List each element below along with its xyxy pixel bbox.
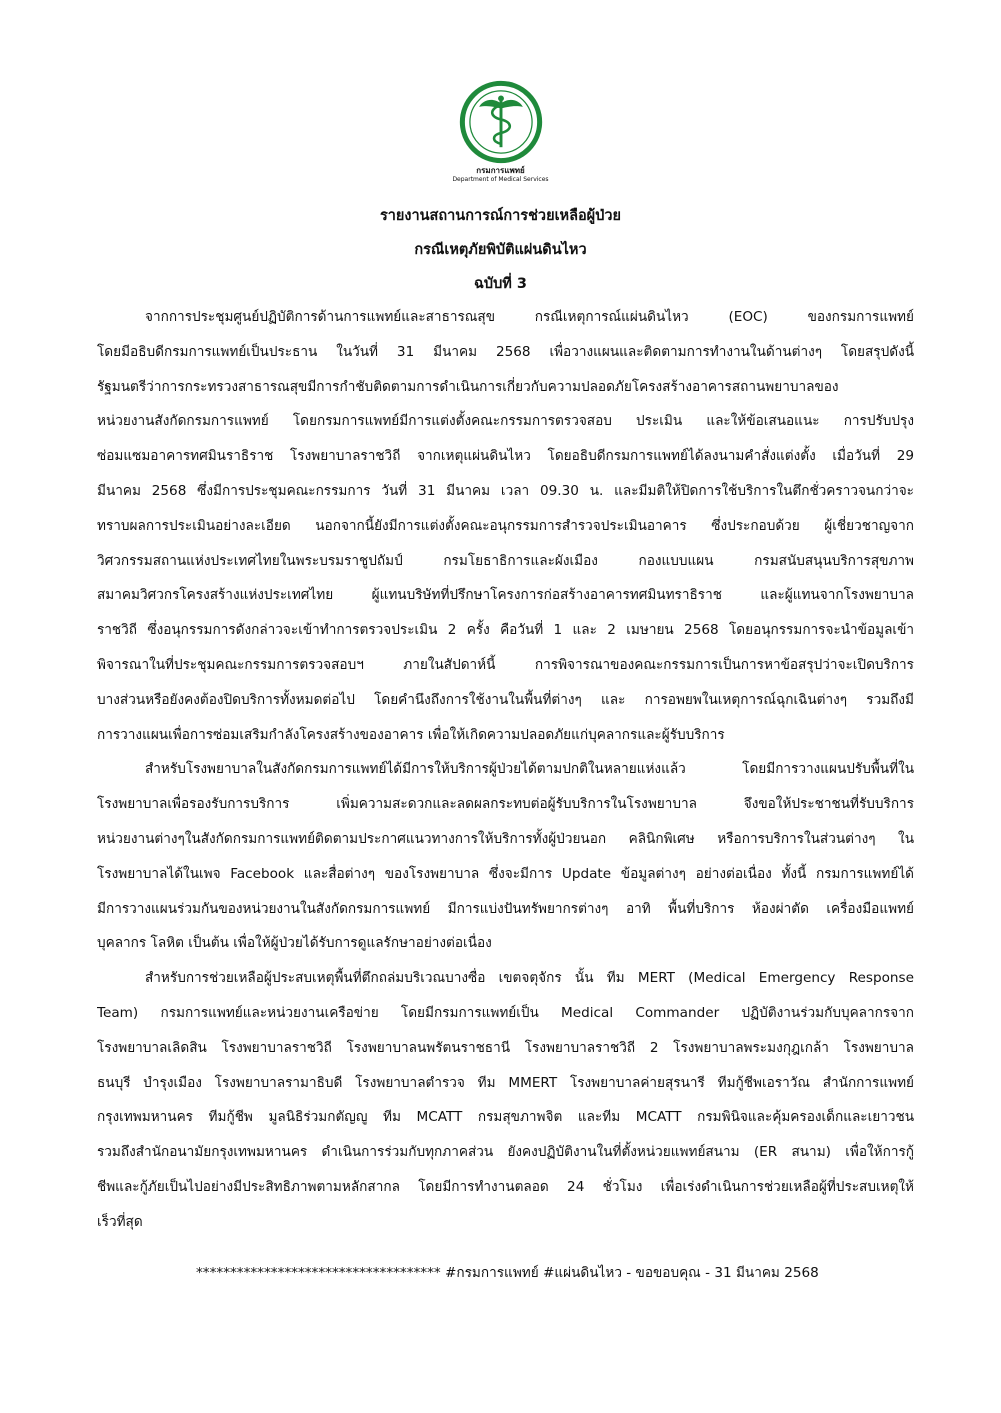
paragraph-line: การวางแผนเพื่อการซ่อมเสริมกำลังโครงสร้างของอาคาร เพื่อให้เกิดความปลอดภัยแก่บุคลากรและผู้รับบริการ bbox=[97, 726, 725, 743]
title-line-1: รายงานสถานการณ์การช่วยเหลือผู้ป่วย bbox=[379, 208, 622, 224]
paragraph-line: Team) กรมการแพทย์และหน่วยงานเครือข่าย โดยมีกรมการแพทย์เป็น Medical Commander ปฏิบัติงานร่วมกับบุคลากรจาก bbox=[97, 1004, 914, 1021]
department-logo bbox=[0, 80, 1001, 184]
paragraph-line: โรงพยาบาลเพื่อรองรับการบริการ เพิ่มความสะดวกและลดผลกระทบต่อผู้รับบริการในโรงพยาบาล จึงขอให้ประชาชนที่รับบริการ bbox=[97, 796, 914, 813]
paragraph-line: สมาคมวิศวกรโครงสร้างแห่งประเทศไทย ผู้แทนบริษัทที่ปรึกษาโครงการก่อสร้างอาคารทศมินทราธิราช และผู้แทนจากโรงพยาบาล bbox=[97, 587, 914, 604]
paragraph-line: ธนบุรี บำรุงเมือง โรงพยาบาลรามาธิบดี โรงพยาบาลตำรวจ ทีม MMERT โรงพยาบาลค่ายสุรนารี ทีมกู้ชีพเอราวัณ สำนักการแพทย์ bbox=[97, 1074, 914, 1091]
paragraph-line: สำหรับการช่วยเหลือผู้ประสบเหตุพื้นที่ตึกถล่มบริเวณบางซื่อ เขตจตุจักร นั้น ทีม MERT (Medical Emergency Response bbox=[145, 970, 914, 987]
paragraph-line: เร็วที่สุด bbox=[97, 1213, 143, 1230]
paragraph-line: พิจารณาในที่ประชุมคณะกรรมการตรวจสอบฯ ภายในสัปดาห์นี้ การพิจารณาของคณะกรรมการเป็นการหาข้อสรุปว่าจะเปิดบริการ bbox=[97, 656, 914, 673]
paragraph-line: มีการวางแผนร่วมกันของหน่วยงานในสังกัดกรมการแพทย์ มีการแบ่งปันทรัพยากรต่างๆ อาทิ พื้นที่บริการ ห้องผ่าตัด เครื่องมือแพทย์ bbox=[97, 900, 914, 917]
paragraph-line: โรงพยาบาลเลิดสิน โรงพยาบาลราชวิถี โรงพยาบาลนพรัตนราชธานี โรงพยาบาลราชวิถี 2 โรงพยาบาลพระมงกุฎเกล้า โรงพยาบาล bbox=[97, 1039, 914, 1056]
report-title bbox=[0, 199, 1001, 301]
logo-name-th: กรมการแพทย์ bbox=[476, 166, 525, 175]
paragraph-line: วิศวกรรมสถานแห่งประเทศไทยในพระบรมราชูปถัมป์ กรมโยธาธิการและผังเมือง กองแบบแผน กรมสนับสนุนบริการสุขภาพ bbox=[97, 552, 914, 569]
title-line-3: ฉบับที่ 3 bbox=[474, 276, 527, 292]
report-body bbox=[97, 300, 914, 1240]
paragraph-line: บุคลากร โลหิต เป็นต้น เพื่อให้ผู้ป่วยได้รับการดูแลรักษาอย่างต่อเนื่อง bbox=[97, 935, 492, 952]
paragraph-line: ซ่อมแซมอาคารทศมินราธิราช โรงพยาบาลราชวิถี จากเหตุแผ่นดินไหว โดยอธิบดีกรมการแพทย์ได้ลงนามคำสั่งแต่งตั้ง เมื่อวันที่ 29 bbox=[97, 448, 914, 465]
paragraph-line: หน่วยงานสังกัดกรมการแพทย์ โดยกรมการแพทย์มีการแต่งตั้งคณะกรรมการตรวจสอบ ประเมิน และให้ข้อเสนอแนะ การปรับปรุง bbox=[97, 413, 914, 430]
paragraph-line: โรงพยาบาลได้ในเพจ Facebook และสื่อต่างๆ ของโรงพยาบาล ซึ่งจะมีการ Update ข้อมูลต่างๆ อย่างต่อเนื่อง ทั้งนี้ กรมการแพทย์ได้ bbox=[97, 865, 914, 882]
paragraph-line: หน่วยงานต่างๆในสังกัดกรมการแพทย์ติดตามประกาศแนวทางการให้บริการทั้งผู้ป่วยนอก คลินิกพิเศษ หรือการบริการในส่วนต่างๆ ใน bbox=[97, 830, 914, 847]
paragraph-line: ราชวิถี ซึ่งอนุกรรมการดังกล่าวจะเข้าทำการตรวจประเมิน 2 ครั้ง คือวันที่ 1 และ 2 เมษายน 2568 โดยอนุกรรมการจะนำข้อมูลเข้า bbox=[97, 622, 914, 639]
paragraph-line: บางส่วนหรือยังคงต้องปิดบริการทั้งหมดต่อไป โดยคำนึงถึงการใช้งานในพื้นที่ต่างๆ และ การอพยพในเหตุการณ์ฉุกเฉินต่างๆ รวมถึงมี bbox=[97, 691, 914, 708]
logo-name-en: Department of Medical Services bbox=[452, 176, 549, 183]
paragraph-line: รัฐมนตรีว่าการกระทรวงสาธารณสุขมีการกำชับติดตามการดำเนินการเกี่ยวกับความปลอดภัยโครงสร้างอาคารสถานพยาบาลของ bbox=[97, 378, 839, 395]
paragraph-line: มีนาคม 2568 ซึ่งมีการประชุมคณะกรรมการ วันที่ 31 มีนาคม เวลา 09.30 น. และมีมติให้ปิดการใช้บริการในตึกชั่วคราวจนกว่าจะ bbox=[97, 482, 914, 499]
paragraph-hospital-services bbox=[97, 752, 914, 961]
paragraph-line: ทราบผลการประเมินอย่างละเอียด นอกจากนี้ยังมีการแต่งตั้งคณะอนุกรรมการสำรวจประเมินอาคาร ซึ่งประกอบด้วย ผู้เชี่ยวชาญจาก bbox=[97, 517, 914, 534]
footer-note: ************************************ #กรมการแพทย์ #แผ่นดินไหว - ขอขอบคุณ - 31 มีนาคม 2568 bbox=[196, 1265, 819, 1281]
paragraph-line: กรุงเทพมหานคร ทีมกู้ชีพ มูลนิธิร่วมกตัญญู ทีม MCATT กรมสุขภาพจิต และทีม MCATT กรมพินิจและคุ้มครองเด็กและเยาวชน bbox=[97, 1109, 914, 1126]
paragraph-line: ชีพและกู้ภัยเป็นไปอย่างมีประสิทธิภาพตามหลักสากล โดยมีการทำงานตลอด 24 ชั่วโมง เพื่อเร่งดำเนินการช่วยเหลือผู้ที่ประสบเหตุให้ bbox=[97, 1178, 914, 1195]
paragraph-line: จากการประชุมศูนย์ปฏิบัติการด้านการแพทย์และสาธารณสุข กรณีเหตุการณ์แผ่นดินไหว (EOC) ของกรมการแพทย์ bbox=[145, 309, 914, 325]
paragraph-line: รวมถึงสำนักอนามัยกรุงเทพมหานคร ดำเนินการร่วมกับทุกภาคส่วน ยังคงปฏิบัติงานในที่ตั้งหน่วยแพทย์สนาม (ER สนาม) เพื่อให้การกู้ bbox=[97, 1144, 914, 1161]
paragraph-line: สำหรับโรงพยาบาลในสังกัดกรมการแพทย์ได้มีการให้บริการผู้ป่วยได้ตามปกติในหลายแห่งแล้ว โดยมีการวางแผนปรับพื้นที่ใน bbox=[145, 761, 914, 778]
title-line-2: กรณีเหตุภัยพิบัติแผ่นดินไหว bbox=[414, 242, 587, 258]
paragraph-eoc-meeting bbox=[97, 300, 914, 752]
paragraph-line: โดยมีอธิบดีกรมการแพทย์เป็นประธาน ในวันที่ 31 มีนาคม 2568 เพื่อวางแผนและติดตามการทำงานในด้านต่างๆ โดยสรุปดังนี้ bbox=[97, 343, 914, 360]
ministry-emblem-icon bbox=[459, 80, 543, 164]
paragraph-rescue-operations bbox=[97, 961, 914, 1239]
